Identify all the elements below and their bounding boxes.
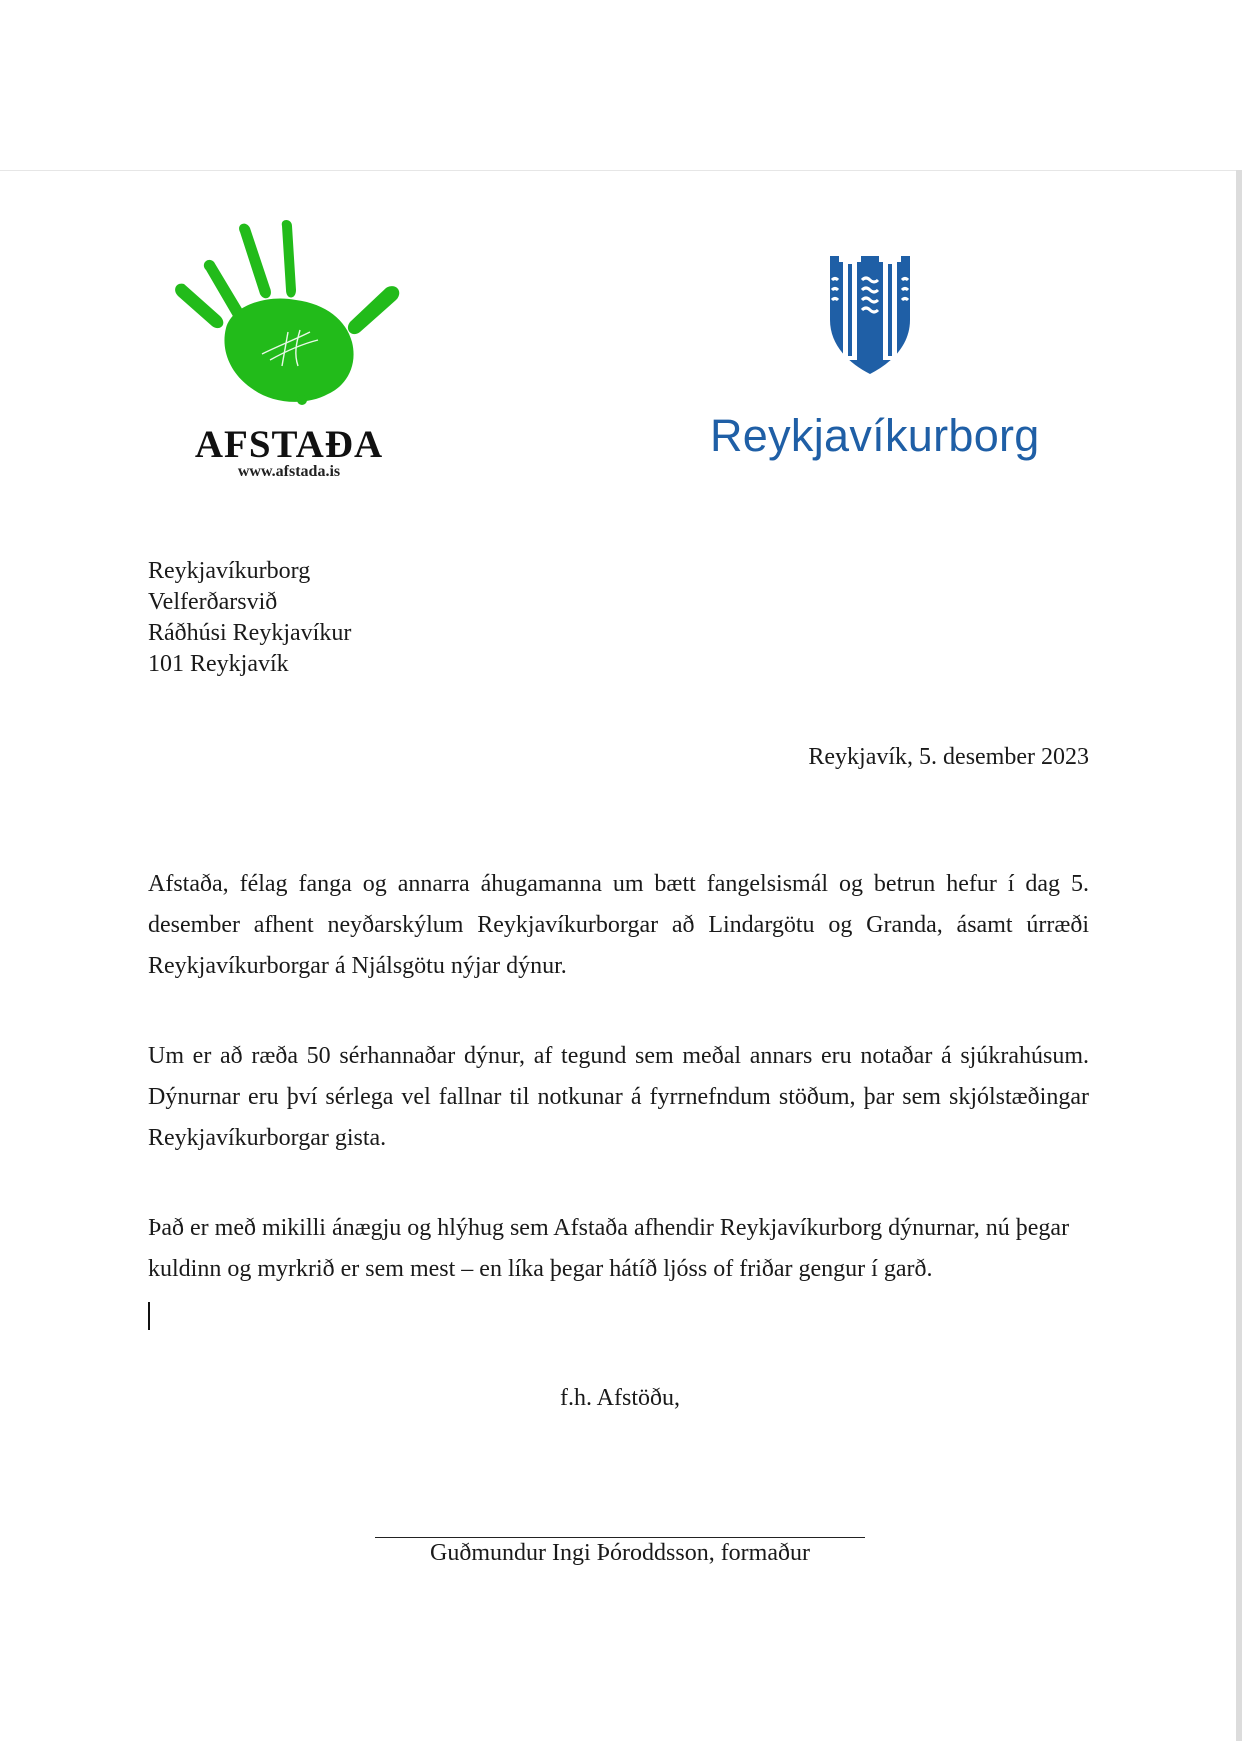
- reykjavik-coat-of-arms-icon: [700, 250, 1040, 380]
- letter-date: Reykjavík, 5. desember 2023: [808, 744, 1089, 770]
- afstada-name: AFSTAÐA: [194, 423, 384, 466]
- signer-name: Guðmundur Ingi Þóroddsson, formaður: [430, 1540, 810, 1566]
- body-paragraph[interactable]: Það er með mikilli ánægju og hlýhug sem Afstaða afhendir Reykjavíkurborg dýnurnar, nú þegar kuldinn og myrkrið er sem mest – en líka þegar hátíð ljóss of friðar gengur í garð.: [148, 1215, 1070, 1282]
- recipient-address: [148, 556, 351, 680]
- body-paragraph[interactable]: Um er að ræða 50 sérhannaðar dýnur, af tegund sem meðal annars eru notaðar á sjúkrahúsum. Dýnurnar eru því sérlega vel fallnar til notkunar á fyrrnefndum stöðum, þar sem skjólstæðingar Reykjavíkurborgar gista.: [148, 1043, 1089, 1151]
- afstada-url: www.afstada.is: [237, 463, 341, 480]
- address-line: 101 Reykjavík: [148, 651, 289, 677]
- afstada-logo: [170, 220, 410, 482]
- reykjavik-logo: [700, 250, 1040, 470]
- reykjavik-name: Reykjavíkurborg: [710, 410, 1040, 461]
- text-cursor: [148, 1302, 150, 1330]
- closing-line: f.h. Afstöðu,: [560, 1385, 680, 1411]
- page-edge-shadow: [1236, 170, 1242, 1741]
- green-handprint-icon: [170, 220, 410, 430]
- body-paragraph[interactable]: Afstaða, félag fanga og annarra áhugamanna um bætt fangelsismál og betrun hefur í dag 5. desember afhent neyðarskýlum Reykjavíkurborgar að Lindargötu og Granda, ásamt úrræði Reykjavíkurborgar á Njálsgötu nýjar dýnur.: [148, 871, 1089, 979]
- address-line: Velferðarsvið: [148, 589, 278, 615]
- address-line: Reykjavíkurborg: [148, 558, 311, 584]
- signature-line: [375, 1537, 865, 1538]
- address-line: Ráðhúsi Reykjavíkur: [148, 620, 352, 646]
